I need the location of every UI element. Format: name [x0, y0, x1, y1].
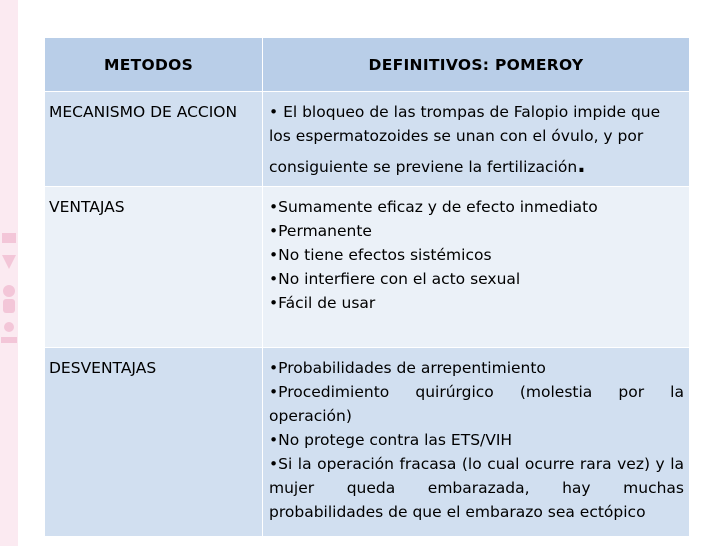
- methods-table: [44, 37, 690, 537]
- list-item: •No protege contra las ETS/VIH: [269, 431, 513, 449]
- table-row: [45, 187, 690, 348]
- list-item: •Procedimiento quirúrgico (molestia por la operación): [269, 383, 684, 425]
- row-label-mecanismo: MECANISMO DE ACCION: [45, 92, 263, 187]
- row-label-desventajas: DESVENTAJAS: [45, 348, 263, 537]
- mecanismo-line-last: [269, 155, 684, 179]
- row-content-mecanismo: [263, 92, 690, 187]
- list-item: •No tiene efectos sistémicos: [269, 246, 492, 264]
- list-item: •Probabilidades de arrepentimiento: [269, 359, 546, 377]
- list-item: •Si la operación fracasa (lo cual ocurre rara vez) y la mujer queda embarazada, hay muchas probabilidades de que el embarazo sea ectópico: [269, 455, 684, 521]
- table-header-row: [45, 38, 690, 92]
- mecanismo-line: • El bloqueo de las trompas de Falopio impide que: [269, 103, 661, 121]
- header-definitivos: DEFINITIVOS: POMEROY: [263, 38, 690, 92]
- row-content-desventajas: [263, 348, 690, 537]
- mecanismo-line: los espermatozoides se unan con el óvulo, y por: [269, 127, 644, 145]
- list-item: •No interfiere con el acto sexual: [269, 270, 521, 288]
- side-logo-icon: [0, 225, 18, 355]
- table-row: [45, 92, 690, 187]
- table-row: [45, 348, 690, 537]
- header-metodos: METODOS: [45, 38, 263, 92]
- list-item: •Fácil de usar: [269, 294, 376, 312]
- row-label-ventajas: VENTAJAS: [45, 187, 263, 348]
- list-item: •Permanente: [269, 222, 372, 240]
- mecanismo-end-mark: .: [577, 153, 586, 178]
- list-item: •Sumamente eficaz y de efecto inmediato: [269, 198, 598, 216]
- row-content-ventajas: [263, 187, 690, 348]
- mecanismo-line-text: consiguiente se previene la fertilización: [269, 158, 578, 176]
